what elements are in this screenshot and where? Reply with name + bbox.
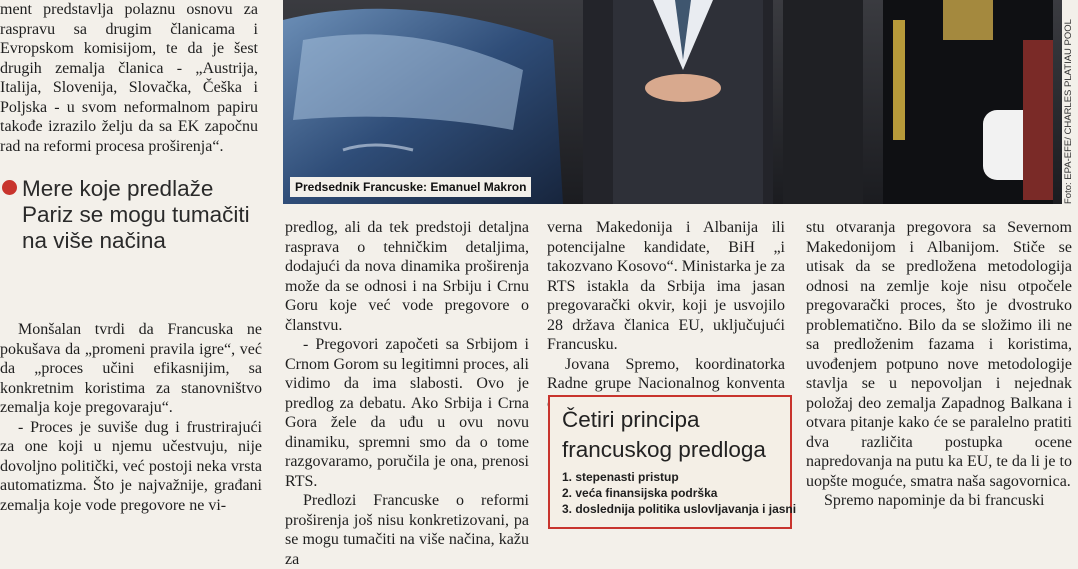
paragraph: Spremo napominje da bi francuski <box>824 492 1045 509</box>
list-item: 1. stepenasti pristup <box>562 470 679 484</box>
article-column-1-top <box>0 0 258 156</box>
paragraph: predlog, ali da tek predstoji detaljna rasprava o tehničkim detaljima, dodajući da nova dinamika proširenja može da se odnosi i na Srbiju i Crnu Goru koje već vode pregovore o članstvu. <box>285 219 529 334</box>
pull-quote <box>22 176 258 254</box>
paragraph: Monšalan tvrdi da Francuska ne pokušava da „promeni pravila igre“, već da „proces učini efikasnijim, sa konkretnim koristima za stanovništvo zemalja koje pregovaraju“. <box>0 321 262 416</box>
paragraph: stu otvaranja pregovora sa Severnom Makedonijom i Albanijom. Stiče se utisak da se predložena metodologija odnosi na zemlje koje nisu otpočele pregovarački proces, što je dvostruko problematično. Bilo da se složimo ili ne sa predloženim fazama i koristima, uvođenjem potpuno nove metodologije stavlja se u nepovoljan i nejednak položaj deo zemalja Zapadnog Balkana i otvara pitanje kako će se paralelno pratiti dva različita postupka ocene napredovanja na putu ka EU, te da li je to uopšte moguće, smatra naša sagovornica. <box>806 219 1072 490</box>
paragraph: - Pregovori započeti sa Srbijom i Crnom Gorom su legitimni proces, ali vidimo da ima slabosti. Ovo je predlog za debatu. Ako Srbija i Crna Gora žele da uđu u ovu novu dinamiku, spremni smo da o tome razgovaramo, poručila je ona, prenosi RTS. <box>285 336 529 490</box>
info-box-list <box>562 469 796 517</box>
list-item: 2. veća finansijska podrška <box>562 486 718 500</box>
paragraph: ment predstavlja polaznu osnovu za raspravu sa drugim članicama i Evropskom komisijom, te da je šest drugih zemalja članica - „Austrija, Italija, Slovenija, Slovačka, Češka i Poljska - u svom neformalnom papiru takođe izrazilo želju da sa EK započnu rad na reformi procesa proširenja“. <box>0 1 258 155</box>
article-column-2 <box>285 218 529 569</box>
info-box <box>548 395 797 529</box>
paragraph: - Proces je suviše dug i frustrirajući za one koji u njemu učestvuju, nije dovoljno politički, već postoji neka vrsta automatizma. Što je najvažnije, građani zemalja koje vode pregovore ne vi- <box>0 418 262 514</box>
article-column-3 <box>547 218 785 413</box>
article-column-1-bottom <box>0 320 262 515</box>
info-box-title: Četiri principa francuskog predloga <box>562 407 766 462</box>
list-item: 3. doslednija politika uslovljavanja i jasni <box>562 502 797 516</box>
paragraph: verna Makedonija i Albanija ili potencijalne kandidate, BiH „i takozvano Kosovo“. Ministarka je za RTS istakla da Srbija ima jasan pregovarački okvir, koji je usvojilo 28 država članica EU, uključujući Francusku. <box>547 219 785 353</box>
photo-illustration <box>283 0 1062 204</box>
pull-quote-text: Mere koje predlaže Pariz se mogu tumačiti na više načina <box>22 176 250 253</box>
paragraph: Predlozi Francuske o reformi proširenja još nisu konkretizovani, pa se mogu tumačiti na više načina, kažu za <box>285 492 529 568</box>
paragraph: Jovana Spremo, koordinatorka Radne grupe Nacionalnog konventa <box>547 355 785 392</box>
photo-credit: Foto: EPA-EFE/ CHARLES PLATIAU POOL <box>1063 19 1074 204</box>
bullet-icon <box>2 180 17 195</box>
article-photo <box>283 0 1062 204</box>
article-column-4 <box>806 218 1072 511</box>
photo-caption: Predsednik Francuske: Emanuel Makron <box>290 177 531 197</box>
